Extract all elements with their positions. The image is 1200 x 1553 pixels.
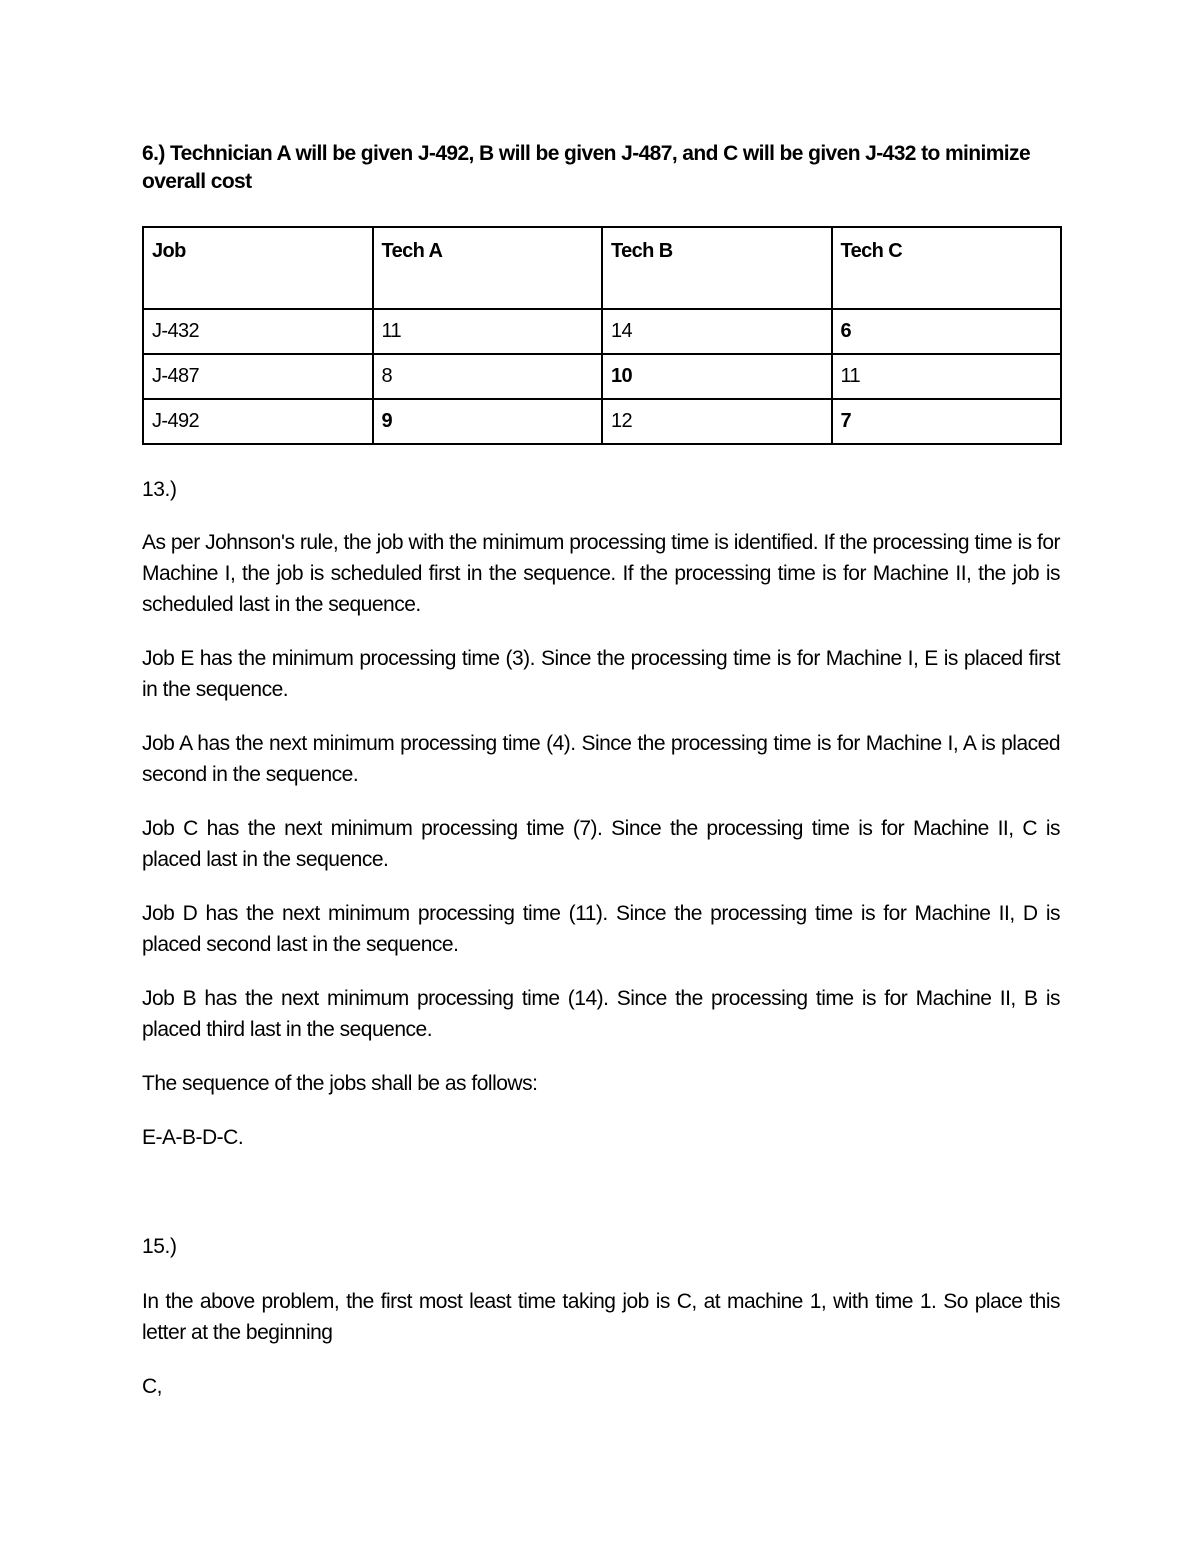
header-job: Job [143, 227, 373, 309]
q13-step-e: Job E has the minimum processing time (3). Since the processing time is for Machine I, E is placed first in the sequence. [142, 647, 1060, 701]
cell-tech-a: 8 [373, 354, 603, 399]
cell-tech-b-assigned: 10 [602, 354, 832, 399]
q13-label: 13.) [142, 478, 177, 501]
q13-rule-paragraph: As per Johnson's rule, the job with the minimum processing time is identified. If the processing time is for Machine I, the job is scheduled first in the sequence. If the processing time is for Machine II, the job is scheduled last in the sequence. [142, 531, 1060, 616]
q15-paragraph: In the above problem, the first most least time taking job is C, at machine 1, with time 1. So place this letter at the beginning [142, 1290, 1060, 1344]
table-row [143, 309, 1061, 354]
cell-tech-a-assigned: 9 [373, 399, 603, 444]
cell-tech-a: 11 [373, 309, 603, 354]
q13-sequence-result: E-A-B-D-C. [142, 1126, 244, 1149]
cell-tech-c: 7 [832, 399, 1062, 444]
header-tech-b: Tech B [602, 227, 832, 309]
q6-heading: 6.) Technician A will be given J-492, B will be given J-487, and C will be given J-432 to minimize overall cost [142, 142, 1031, 193]
document-page [142, 140, 1060, 1402]
assignment-table [142, 226, 1062, 445]
cell-tech-c-assigned: 6 [832, 309, 1062, 354]
cell-tech-c: 11 [832, 354, 1062, 399]
q13-step-c: Job C has the next minimum processing time (7). Since the processing time is for Machine II, C is placed last in the sequence. [142, 817, 1060, 871]
header-tech-a: Tech A [373, 227, 603, 309]
table-row [143, 354, 1061, 399]
cell-tech-b: 12 [602, 399, 832, 444]
cell-tech-b: 14 [602, 309, 832, 354]
q15-sequence-start: C, [142, 1375, 162, 1398]
q15-label: 15.) [142, 1235, 177, 1258]
cell-job: J-487 [143, 354, 373, 399]
cell-job: J-432 [143, 309, 373, 354]
header-tech-c: Tech C [832, 227, 1062, 309]
q13-sequence-intro: The sequence of the jobs shall be as follows: [142, 1072, 538, 1095]
q13-step-a: Job A has the next minimum processing time (4). Since the processing time is for Machine I, A is placed second in the sequence. [142, 732, 1060, 786]
cell-job: J-492 [143, 399, 373, 444]
q13-step-d: Job D has the next minimum processing time (11). Since the processing time is for Machine II, D is placed second last in the sequence. [142, 902, 1060, 956]
table-row [143, 399, 1061, 444]
q13-step-b: Job B has the next minimum processing time (14). Since the processing time is for Machine II, B is placed third last in the sequence. [142, 987, 1060, 1041]
table-header-row [143, 227, 1061, 309]
